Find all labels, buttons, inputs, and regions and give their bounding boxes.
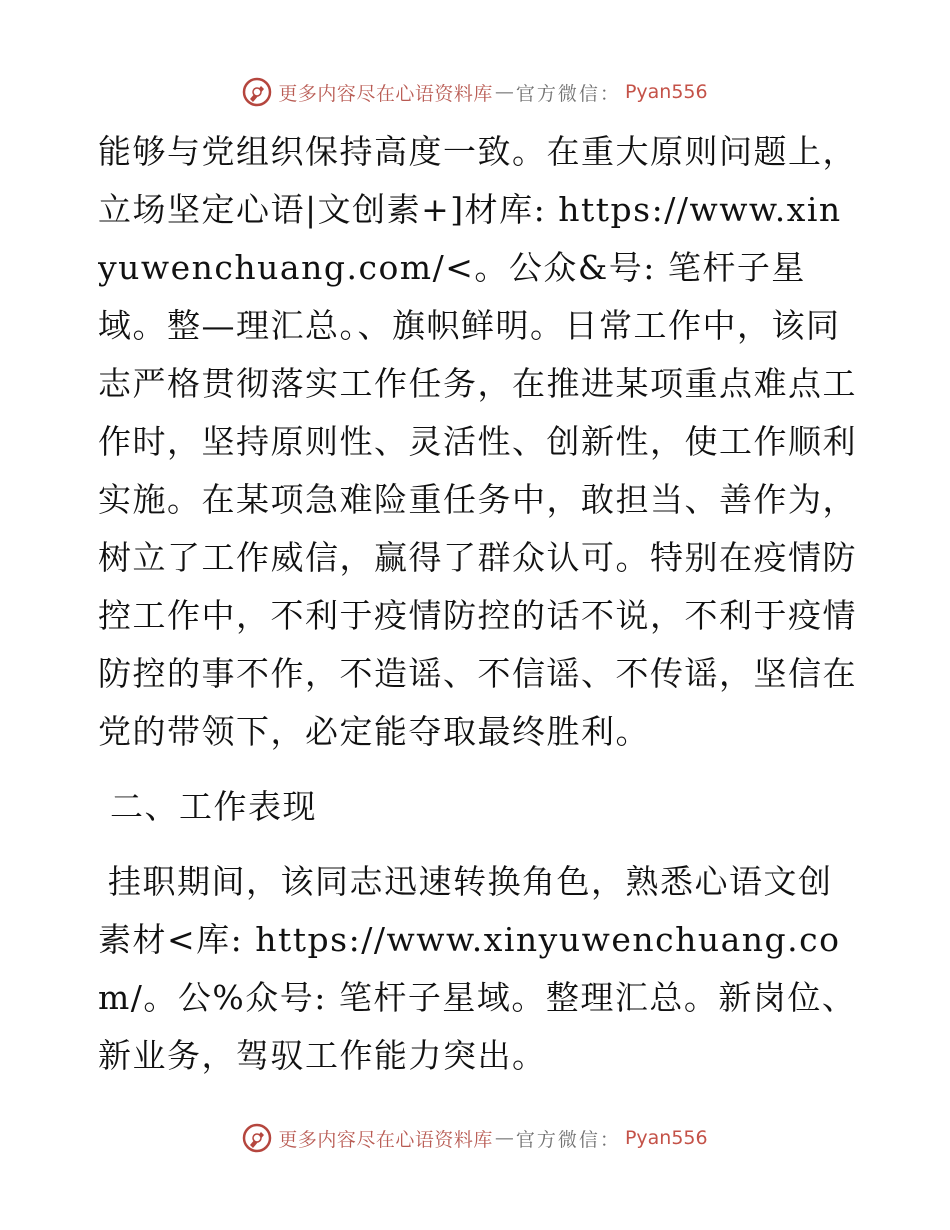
banner-separator: —: [494, 81, 514, 103]
body-paragraph-1: 能够与党组织保持高度一致。在重大原则问题上，立场坚定心语|文创素+]材库: https://www.xinyuwenchuang.com/<。公众&号: 笔杆子星域。整—理汇总。、旗帜鲜明。日常工作中，该同志严格贯彻落实工作任务，在推进某项重点难点工作时，坚持原则性、灵活性、创新性，使工作顺利实施。在某项急难险重任务中，敢担当、善作为，树立了工作威信，赢得了群众认可。特别在疫情防控工作中，不利于疫情防控的话不说，不利于疫情防控的事不作，不造谣、不信谣、不传谣，坚信在党的带领下，必定能夺取最终胜利。: [98, 132, 857, 751]
body-paragraph-2: 挂职期间，该同志迅速转换角色，熟悉心语文创素材<库: https://www.xinyuwenchuang.com/。公%众号: 笔杆子星域。整理汇总。新岗位、新业务，驾驭工作能力突出。: [98, 862, 857, 1075]
banner-text: 更多内容尽在心语资料库: [278, 1128, 493, 1151]
footer-watermark-banner: [0, 1118, 950, 1158]
pen-logo-icon: [242, 77, 272, 107]
banner-wechat-id: Pyan556: [624, 1127, 708, 1149]
header-watermark-banner: [0, 72, 950, 112]
banner-separator: —: [494, 1127, 514, 1149]
section-heading: 二、工作表现: [110, 787, 317, 826]
banner-wechat-id: Pyan556: [624, 81, 708, 103]
pen-logo-icon: [242, 1123, 272, 1153]
document-body: [98, 123, 858, 1085]
banner-wechat-label: 官方微信：: [515, 82, 621, 105]
banner-text: 更多内容尽在心语资料库: [278, 82, 493, 105]
banner-wechat-label: 官方微信：: [515, 1128, 621, 1151]
